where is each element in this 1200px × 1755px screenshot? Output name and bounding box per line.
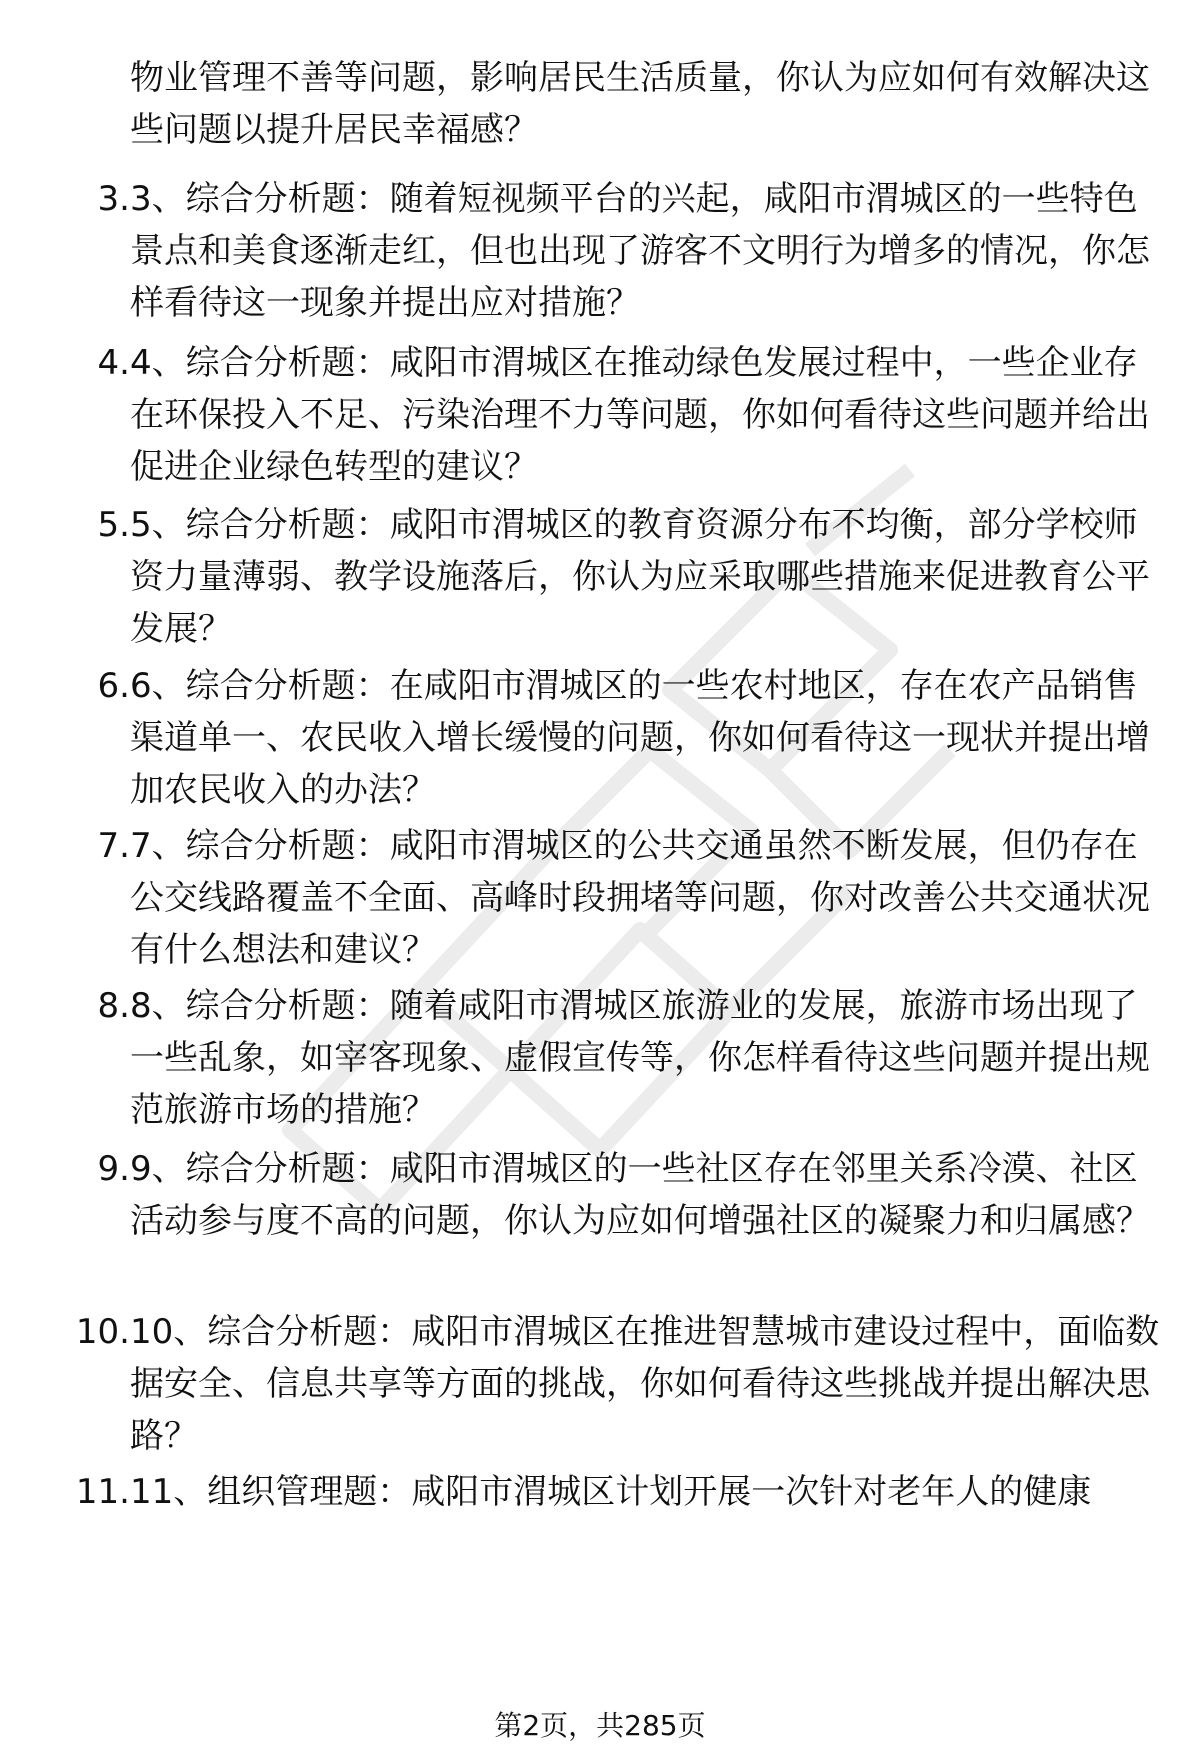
page-footer: 第2页，共285页: [494, 1709, 706, 1742]
list-item-number: 5.: [97, 505, 130, 545]
list-item-number: 10.: [75, 1312, 130, 1352]
list-item-number: 8.: [97, 986, 130, 1026]
list-item-number: 11.: [75, 1472, 130, 1512]
list-item-text: 5、综合分析题：咸阳市渭城区的教育资源分布不均衡，部分学校师资力量薄弱、教学设施落后，你认为应采取哪些措施来促进教育公平发展？: [130, 505, 1150, 649]
list-item-text: 9、综合分析题：咸阳市渭城区的一些社区存在邻里关系冷漠、社区活动参与度不高的问题，你认为应如何增强社区的凝聚力和归属感？: [130, 1149, 1150, 1241]
list-item-text: 3、综合分析题：随着短视频平台的兴起，咸阳市渭城区的一些特色景点和美食逐渐走红，但也出现了游客不文明行为增多的情况，你怎样看待这一现象并提出应对措施？: [130, 179, 1150, 323]
list-item-number: 7.: [97, 826, 130, 866]
list-item-text: 8、综合分析题：随着咸阳市渭城区旅游业的发展，旅游市场出现了一些乱象，如宰客现象、虚假宣传等，你怎样看待这些问题并提出规范旅游市场的措施？: [130, 986, 1150, 1130]
continuation-text: 物业管理不善等问题，影响居民生活质量，你认为应如何有效解决这些问题以提升居民幸福感？: [130, 58, 1150, 150]
list-item-text: 4、综合分析题：咸阳市渭城区在推动绿色发展过程中，一些企业存在环保投入不足、污染治理不力等问题，你如何看待这些问题并给出促进企业绿色转型的建议？: [130, 343, 1150, 487]
list-item-number: 9.: [97, 1149, 130, 1189]
list-item-number: 4.: [97, 343, 130, 383]
list-item-text: 6、综合分析题：在咸阳市渭城区的一些农村地区，存在农产品销售渠道单一、农民收入增长缓慢的问题，你如何看待这一现状并提出增加农民收入的办法？: [130, 666, 1150, 810]
list-item-number: 6.: [97, 666, 130, 706]
list-item-text: 11、组织管理题：咸阳市渭城区计划开展一次针对老年人的健康: [130, 1472, 1092, 1512]
list-item-number: 3.: [97, 179, 130, 219]
list-item-text: 7、综合分析题：咸阳市渭城区的公共交通虽然不断发展，但仍存在公交线路覆盖不全面、高峰时段拥堵等问题，你对改善公共交通状况有什么想法和建议？: [130, 826, 1150, 970]
list-item-text: 10、综合分析题：咸阳市渭城区在推进智慧城市建设过程中，面临数据安全、信息共享等方面的挑战，你如何看待这些挑战并提出解决思路？: [130, 1312, 1160, 1456]
